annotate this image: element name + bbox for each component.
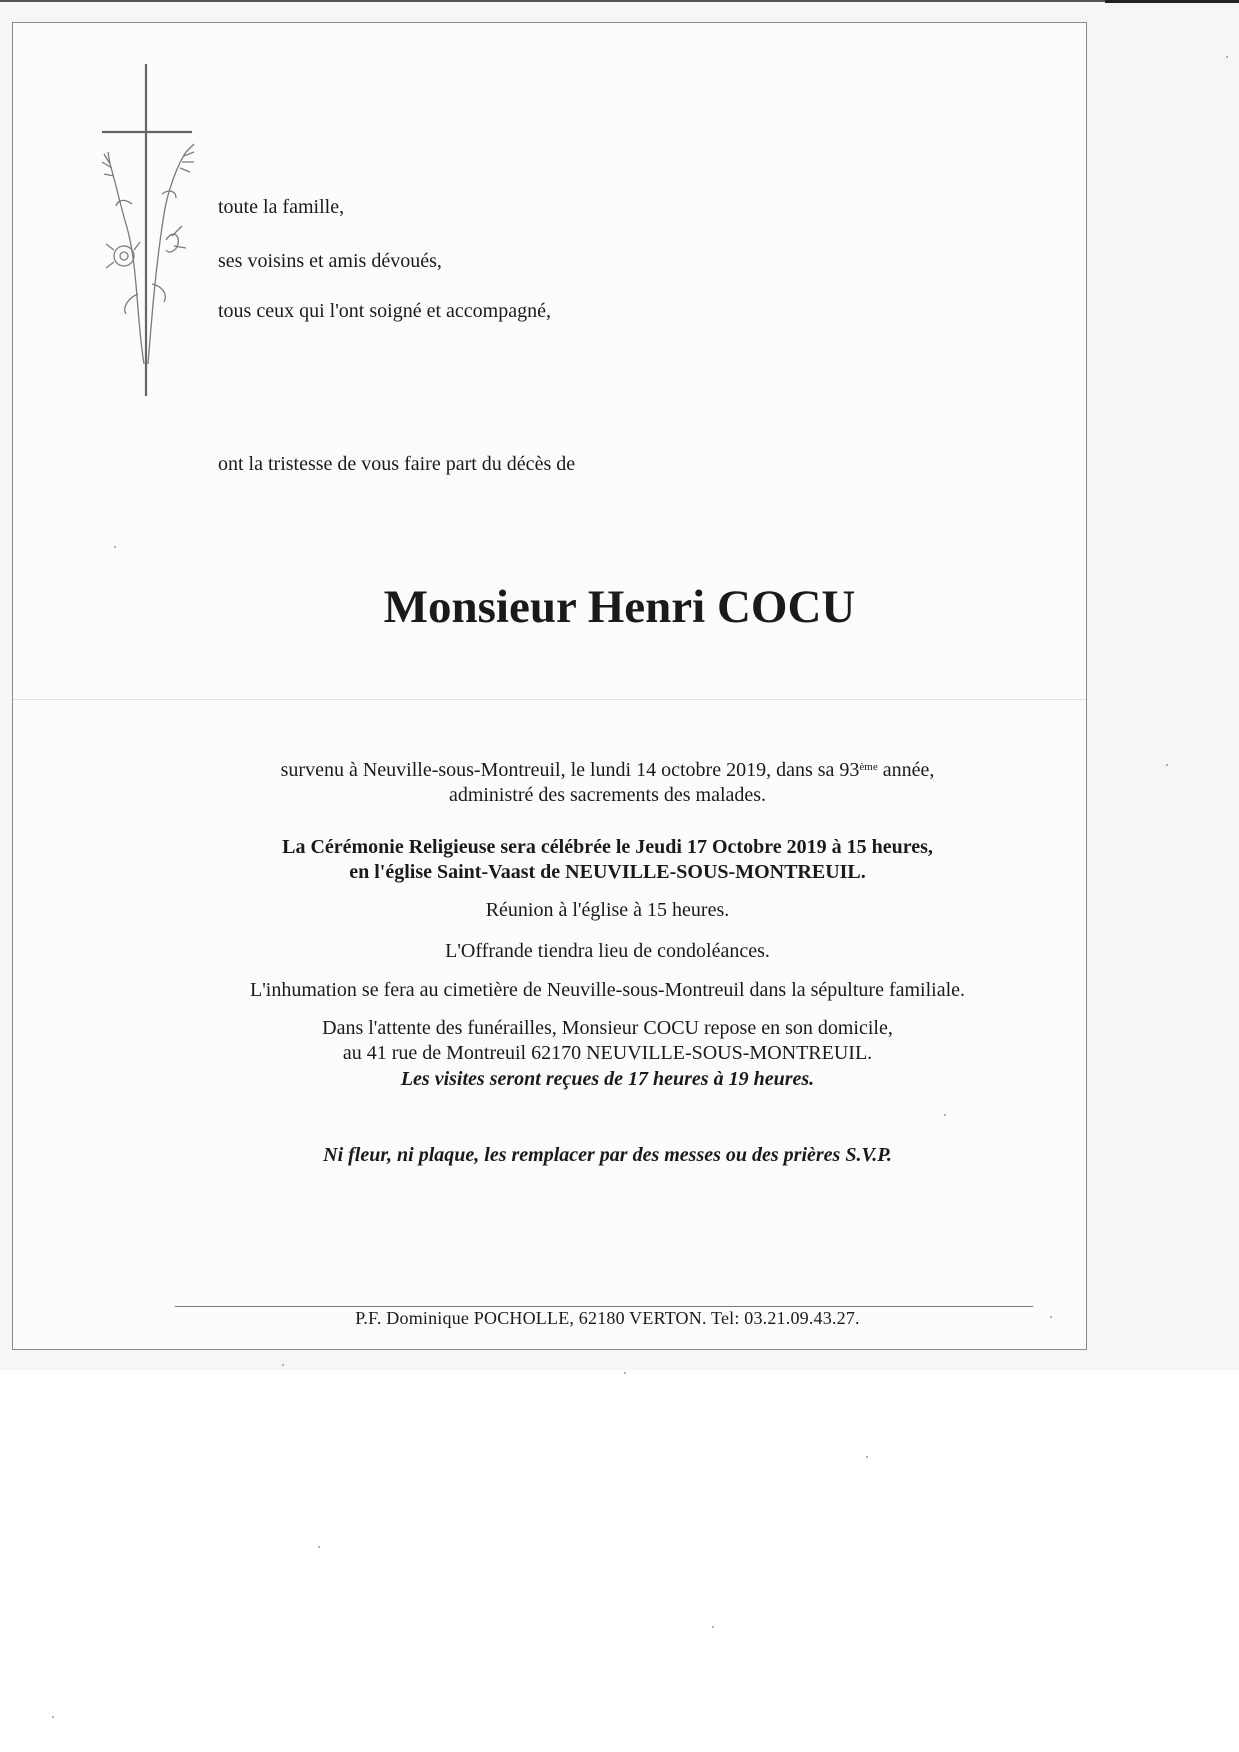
wake-line2: au 41 rue de Montreuil 62170 NEUVILLE-SOUS-MONTREUIL.	[342, 1042, 873, 1064]
intro-line-carers: tous ceux qui l'ont soigné et accompagné,	[218, 300, 551, 322]
intro-line-family: toute la famille,	[218, 196, 345, 218]
intro-line-neighbours: ses voisins et amis dévoués,	[218, 250, 442, 272]
no-flowers-request: Ni fleur, ni plaque, les remplacer par des messes ou des prières S.V.P.	[323, 1144, 892, 1166]
inhumation-text: L'inhumation se fera au cimetière de Neuville-sous-Montreuil dans la sépulture familiale.	[249, 979, 966, 1001]
scan-top-edge	[1105, 0, 1239, 3]
cross-with-flowers-icon	[86, 64, 206, 400]
ceremony-line1: La Cérémonie Religieuse sera célébrée le Jeudi 17 Octobre 2019 à 15 heures,	[282, 836, 933, 858]
funeral-home-footer: P.F. Dominique POCHOLLE, 62180 VERTON. Tel: 03.21.09.43.27.	[355, 1308, 860, 1328]
scan-speck	[52, 1716, 54, 1718]
death-details-line2: administré des sacrements des malades.	[448, 784, 767, 806]
scan-speck	[282, 1364, 284, 1366]
scan-speck	[1166, 764, 1168, 766]
scan-speck	[1050, 1316, 1052, 1318]
deceased-name: Monsieur Henri COCU	[383, 581, 856, 633]
ceremony-line2: en l'église Saint-Vaast de NEUVILLE-SOUS-MONTREUIL.	[349, 861, 866, 883]
announcement-text: ont la tristesse de vous faire part du décès de	[218, 453, 576, 475]
scan-top-border	[0, 0, 1239, 2]
footer-divider	[175, 1306, 1033, 1307]
scan-speck	[944, 1114, 946, 1116]
scan-speck	[114, 546, 116, 548]
death-details-text: survenu à Neuville-sous-Montreuil, le lundi 14 octobre 2019, dans sa 93	[280, 759, 860, 781]
ordinal-suffix: ème	[859, 761, 878, 773]
wake-visiting-hours: Les visites seront reçues de 17 heures à 19 heures.	[400, 1068, 815, 1090]
death-details-line1	[0, 758, 1215, 783]
death-details-tail: année,	[877, 759, 935, 781]
scan-speck	[624, 1372, 626, 1374]
scan-speck	[866, 1456, 868, 1458]
fold-line	[13, 699, 1086, 700]
scan-speck	[318, 1546, 320, 1548]
scan-speck	[712, 1626, 714, 1628]
wake-line1: Dans l'attente des funérailles, Monsieur COCU repose en son domicile,	[322, 1017, 893, 1039]
offrande-text: L'Offrande tiendra lieu de condoléances.	[445, 940, 770, 962]
scan-speck	[1226, 56, 1228, 58]
reunion-text: Réunion à l'église à 15 heures.	[485, 899, 730, 921]
